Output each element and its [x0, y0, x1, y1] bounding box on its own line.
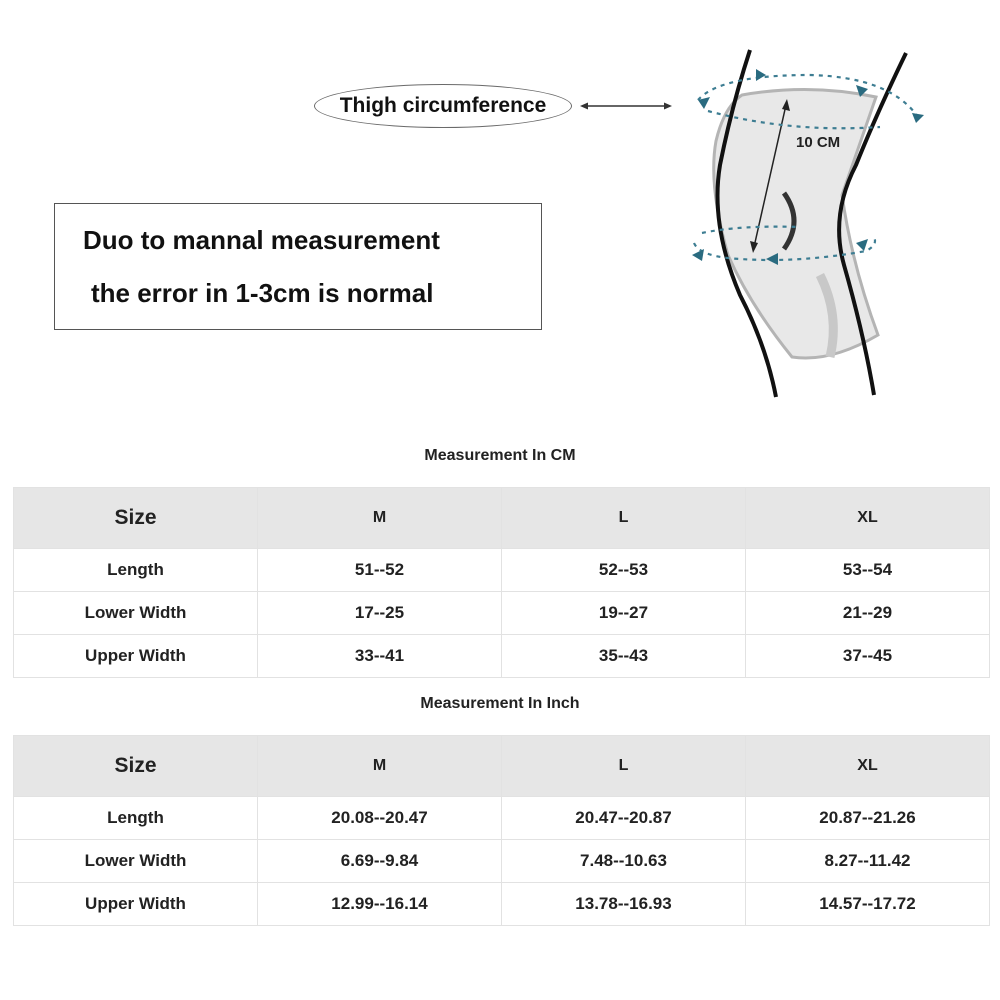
- length-label: 10 CM: [796, 134, 841, 151]
- thigh-circumference-text: Thigh circumference: [339, 94, 547, 117]
- thigh-circumference-label: [314, 84, 572, 128]
- table-header-row: [14, 488, 990, 549]
- table-cell: 6.69--9.84: [258, 840, 502, 883]
- header-cell-size: Size: [14, 736, 258, 797]
- row-label: Lower Width: [14, 592, 258, 635]
- table-row: [14, 883, 990, 926]
- table-cell: 33--41: [258, 635, 502, 678]
- table-row: [14, 840, 990, 883]
- double-arrow-icon: [578, 96, 674, 116]
- inch-size-table: [13, 735, 990, 926]
- note-line-1: Duo to mannal measurement: [83, 224, 440, 255]
- table-row: [14, 592, 990, 635]
- table-cell: 53--54: [746, 549, 990, 592]
- circ-arrowhead-1: [756, 69, 766, 81]
- circ-arrowhead-4: [912, 113, 924, 123]
- header-cell-m: M: [258, 488, 502, 549]
- header-cell-xl: XL: [746, 488, 990, 549]
- table-cell: 20.08--20.47: [258, 797, 502, 840]
- row-label: Length: [14, 797, 258, 840]
- row-label: Upper Width: [14, 635, 258, 678]
- row-label: Upper Width: [14, 883, 258, 926]
- note-line-2: the error in 1-3cm is normal: [91, 277, 434, 308]
- table-cell: 17--25: [258, 592, 502, 635]
- table-cell: 20.47--20.87: [502, 797, 746, 840]
- table-cell: 37--45: [746, 635, 990, 678]
- inch-table-title: Measurement In Inch: [420, 695, 580, 712]
- table-header-row: [14, 736, 990, 797]
- table-cell: 51--52: [258, 549, 502, 592]
- header-cell-l: L: [502, 488, 746, 549]
- cm-size-table: [13, 487, 990, 678]
- table-row: [14, 549, 990, 592]
- header-cell-xl: XL: [746, 736, 990, 797]
- table-cell: 14.57--17.72: [746, 883, 990, 926]
- table-cell: 8.27--11.42: [746, 840, 990, 883]
- knee-brace-diagram: [680, 45, 940, 405]
- table-cell: 7.48--10.63: [502, 840, 746, 883]
- table-cell: 35--43: [502, 635, 746, 678]
- header-cell-size: Size: [14, 488, 258, 549]
- table-cell: 19--27: [502, 592, 746, 635]
- table-cell: 20.87--21.26: [746, 797, 990, 840]
- table-cell: 21--29: [746, 592, 990, 635]
- header-cell-l: L: [502, 736, 746, 797]
- table-cell: 52--53: [502, 549, 746, 592]
- table-cell: 12.99--16.14: [258, 883, 502, 926]
- table-row: [14, 635, 990, 678]
- measurement-note-box: [54, 203, 542, 330]
- table-cell: 13.78--16.93: [502, 883, 746, 926]
- row-label: Length: [14, 549, 258, 592]
- circ-arrowhead-7: [856, 239, 868, 251]
- header-cell-m: M: [258, 736, 502, 797]
- table-row: [14, 797, 990, 840]
- circ-arrowhead-5: [692, 249, 704, 261]
- row-label: Lower Width: [14, 840, 258, 883]
- cm-table-title: Measurement In CM: [424, 447, 576, 464]
